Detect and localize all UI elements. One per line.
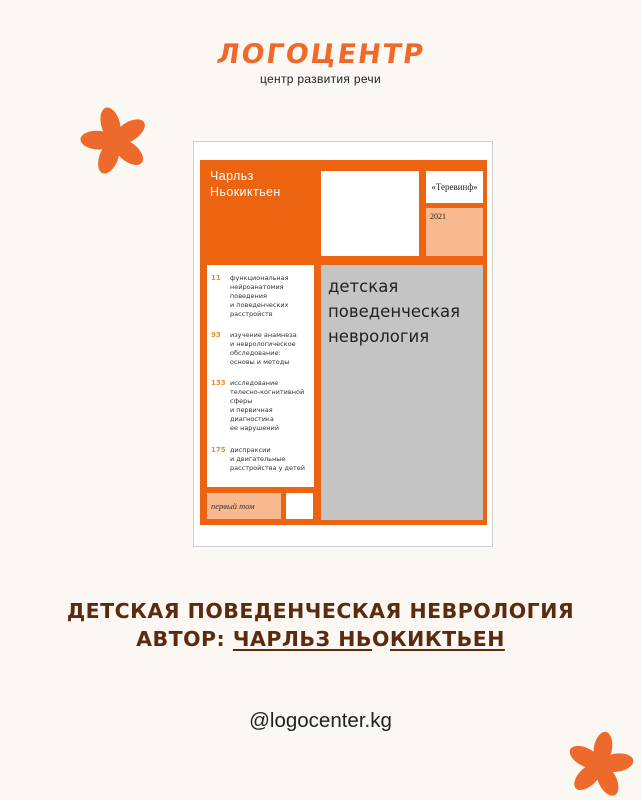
toc-text: функциональная нейроанатомия поведения и поведенческих расстройств (230, 274, 289, 318)
cover-small-block (286, 493, 313, 519)
cover-title-line: неврология (328, 327, 430, 346)
cover-white-block (321, 171, 419, 256)
cover-volume-label: первый том (207, 493, 281, 519)
flower-icon (560, 730, 640, 800)
cover-year-box (426, 208, 483, 256)
cover-author (210, 168, 281, 200)
cover-title-line: детская (328, 277, 399, 296)
book-cover (200, 160, 487, 525)
brand-logo-title: ЛОГОЦЕНТР (214, 39, 427, 70)
toc-page-number: 11 (211, 274, 221, 282)
author-name-part: КИКТЬЕН (389, 627, 505, 651)
cover-title-line: поведенческая (328, 302, 461, 321)
brand-header (0, 40, 641, 86)
cover-author-last: Ньокиктьен (210, 185, 281, 199)
author-name-part: ЧАРЛЬЗ НЬ (232, 627, 372, 651)
social-handle: @logocenter.kg (249, 709, 392, 732)
brand-subtitle: центр развития речи (260, 72, 381, 86)
toc-text: исследование телесно-когнитивной сферы и первичная диагностика ее нарушений (230, 379, 305, 432)
cover-title-panel (321, 265, 483, 520)
author-prefix: АВТОР: (136, 627, 233, 651)
book-cover-image (193, 141, 493, 547)
cover-author-first: Чарльз (210, 169, 254, 183)
toc-page-number: 133 (211, 379, 226, 387)
book-author-heading (0, 625, 641, 653)
cover-contents (207, 265, 314, 487)
toc-page-number: 93 (211, 331, 221, 339)
post-heading (0, 597, 641, 653)
cover-title (328, 274, 484, 349)
author-name-part: О (371, 627, 390, 651)
toc-page-number: 175 (211, 446, 226, 454)
cover-year: 2021 (430, 212, 446, 221)
toc-text: диспраксии и двигательные расстройства у детей (230, 446, 306, 472)
flower-icon (77, 105, 153, 177)
book-title-heading: ДЕТСКАЯ ПОВЕДЕНЧЕСКАЯ НЕВРОЛОГИЯ (66, 599, 575, 623)
cover-publisher: «Теревинф» (426, 171, 483, 203)
toc-text: изучение анамнеза и неврологическое обследование: основы и методы (230, 331, 297, 366)
